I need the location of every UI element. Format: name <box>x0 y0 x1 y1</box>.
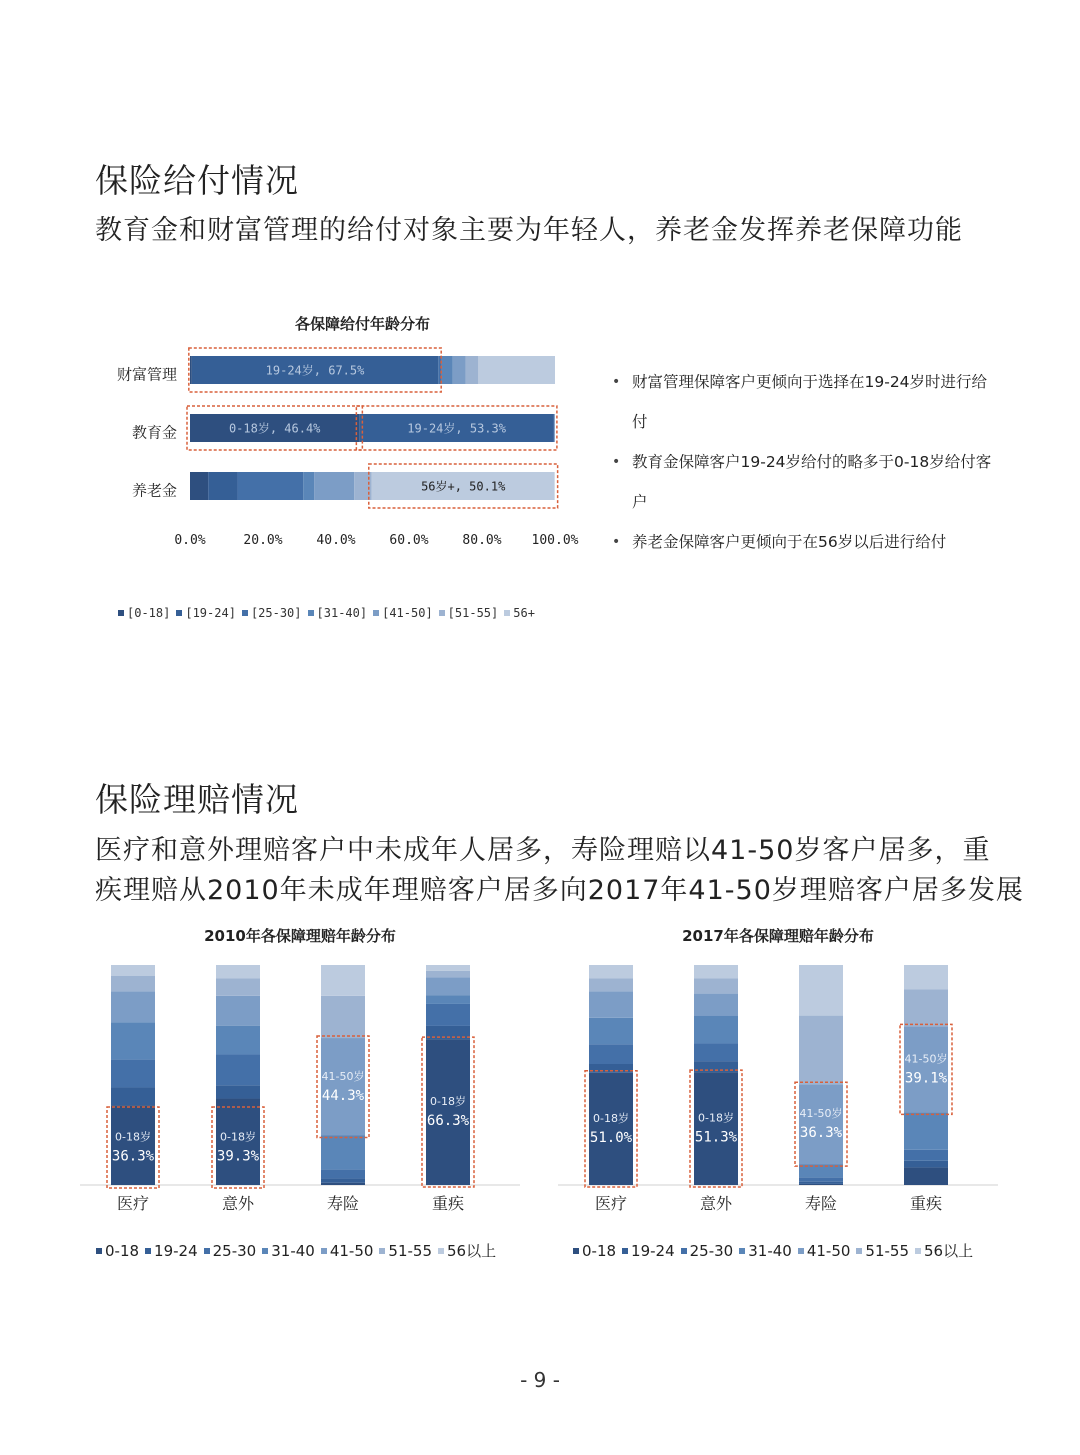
legend-item <box>439 606 499 620</box>
bar-segment <box>694 978 738 993</box>
chart3-legend <box>573 1240 979 1261</box>
bar-segment <box>237 472 303 500</box>
section1-title: 保险给付情况 <box>95 161 299 200</box>
data-label-age: 41-50岁 <box>799 1107 843 1121</box>
bar-segment <box>904 1150 948 1161</box>
category-label: 养老金 <box>131 481 177 500</box>
bar-segment <box>799 1084 843 1164</box>
data-label-value: 66.3% <box>426 1113 470 1130</box>
bar-segment <box>799 1177 843 1181</box>
legend-label: 51-55 <box>865 1241 910 1260</box>
bar-segment <box>216 1026 260 1055</box>
legend-swatch <box>622 1248 628 1254</box>
data-label-age: 41-50岁 <box>904 1052 948 1066</box>
data-label: 56岁+, 50.1% <box>421 479 506 494</box>
legend-label: 19-24 <box>631 1241 675 1260</box>
bar-segment <box>321 996 365 1038</box>
data-label: 0-18岁, 46.4% <box>228 421 321 436</box>
legend-swatch <box>856 1248 862 1254</box>
legend-label: 56以上 <box>924 1242 974 1260</box>
chart1-title: 各保障给付年龄分布 <box>294 315 430 333</box>
legend-label: [31-40] <box>316 606 368 620</box>
bar-segment <box>904 1167 948 1185</box>
legend-label: 25-30 <box>689 1241 734 1260</box>
legend-swatch <box>373 610 379 616</box>
legend-label: 25-30 <box>212 1241 257 1260</box>
bullet-item: • 教育金保障客户19-24岁给付的略多于0-18岁给付客户 <box>612 442 992 522</box>
bar-segment <box>426 978 470 996</box>
bar-segment <box>216 1085 260 1098</box>
bar-segment <box>466 356 479 384</box>
legend-label: [25-30] <box>250 606 302 620</box>
legend-swatch <box>242 610 248 616</box>
chart2-legend <box>96 1240 502 1261</box>
data-label-value: 36.3% <box>111 1148 155 1165</box>
category-label: 寿险 <box>804 1194 838 1213</box>
legend-item <box>438 1240 496 1261</box>
category-label: 意外 <box>221 1194 255 1213</box>
legend-swatch <box>96 1248 102 1254</box>
bar-segment <box>904 1112 948 1149</box>
legend-swatch <box>176 610 182 616</box>
legend-item <box>204 1242 257 1260</box>
category-label: 意外 <box>699 1194 733 1213</box>
legend-item <box>145 1242 198 1260</box>
category-label: 财富管理 <box>116 365 177 384</box>
bar-segment <box>904 1026 948 1112</box>
legend-swatch <box>438 1248 444 1254</box>
bar-segment <box>321 1038 365 1135</box>
data-label-value: 51.0% <box>589 1129 633 1146</box>
legend-label: 51-55 <box>388 1241 433 1260</box>
data-label-age: 0-18岁 <box>430 1095 466 1109</box>
data-label: 19-24岁, 53.3% <box>407 421 506 436</box>
legend-label: 41-50 <box>329 1241 374 1260</box>
bar-segment <box>453 356 466 384</box>
bar-segment <box>321 965 365 996</box>
bar-segment <box>208 472 237 500</box>
category-label: 教育金 <box>131 423 177 442</box>
legend-swatch <box>739 1248 745 1254</box>
legend-swatch <box>118 610 124 616</box>
chart3-vertical-stacked-bar <box>558 955 998 1225</box>
bar-segment <box>321 1170 365 1179</box>
chart3-title: 2017年各保障理赔年龄分布 <box>682 927 874 945</box>
legend-label: 0-18 <box>582 1241 617 1260</box>
bar-segment <box>694 1016 738 1044</box>
bar-segment <box>321 1136 365 1170</box>
x-tick-label: 0.0% <box>174 533 206 548</box>
data-label-age: 0-18岁 <box>593 1111 629 1125</box>
legend-item <box>96 1242 139 1260</box>
bar-segment <box>589 1018 633 1044</box>
bar-segment <box>589 1073 633 1185</box>
bar-segment <box>111 965 155 976</box>
legend-label: 56以上 <box>447 1242 497 1260</box>
legend-swatch <box>262 1248 268 1254</box>
data-label-value: 39.3% <box>216 1148 260 1165</box>
legend-item <box>118 606 170 620</box>
data-label-age: 0-18岁 <box>115 1130 151 1144</box>
bullet-item: • 财富管理保障客户更倾向于选择在19-24岁时进行给付 <box>612 362 992 442</box>
legend-label: 19-24 <box>154 1241 198 1260</box>
bar-segment <box>111 991 155 1022</box>
data-label-value: 39.1% <box>904 1070 948 1087</box>
bar-segment <box>111 1022 155 1059</box>
bar-segment <box>589 978 633 991</box>
category-label: 重疾 <box>431 1194 465 1213</box>
legend-label: [41-50] <box>382 606 433 620</box>
bar-segment <box>589 1044 633 1064</box>
legend-swatch <box>204 1248 210 1254</box>
bar-segment <box>321 1183 365 1185</box>
bar-segment <box>216 1055 260 1086</box>
chart1-legend <box>118 606 541 620</box>
category-label: 重疾 <box>909 1194 943 1213</box>
section2-subtitle-line1: 医疗和意外理赔客户中未成年人居多，寿险理赔以41-50岁客户居多，重 <box>95 835 991 866</box>
bar-segment <box>190 356 192 384</box>
page-number: - 9 - <box>520 1368 560 1392</box>
data-label-age: 41-50岁 <box>321 1069 365 1083</box>
data-label-age: 0-18岁 <box>698 1111 734 1125</box>
bar-segment <box>694 1044 738 1062</box>
section1-subtitle: 教育金和财富管理的给付对象主要为年轻人，养老金发挥养老保障功能 <box>95 215 963 246</box>
legend-swatch <box>439 610 445 616</box>
x-tick-label: 100.0% <box>531 533 579 548</box>
bar-segment <box>438 356 442 384</box>
bar-segment <box>111 1105 155 1185</box>
bar-segment <box>426 971 470 978</box>
bar-segment <box>694 994 738 1016</box>
bar-segment <box>216 996 260 1026</box>
legend-swatch <box>321 1248 327 1254</box>
bar-segment <box>111 976 155 991</box>
category-label: 寿险 <box>326 1194 360 1213</box>
legend-label: 41-50 <box>806 1241 851 1260</box>
data-label-age: 0-18岁 <box>220 1130 256 1144</box>
bar-segment <box>426 1004 470 1026</box>
x-tick-label: 20.0% <box>243 533 283 548</box>
legend-item <box>504 606 535 620</box>
x-tick-label: 60.0% <box>389 533 429 548</box>
bar-segment <box>478 356 555 384</box>
bar-segment <box>111 1060 155 1088</box>
chart1-horizontal-stacked-bar <box>0 340 600 570</box>
section2-subtitle-line2: 疾理赔从2010年未成年理赔客户居多向2017年41-50岁理赔客户居多发展 <box>95 875 1024 906</box>
chart2-vertical-stacked-bar <box>80 955 520 1225</box>
legend-swatch <box>915 1248 921 1254</box>
bar-segment <box>216 965 260 978</box>
bar-segment <box>303 472 314 500</box>
legend-label: [51-55] <box>447 606 499 620</box>
legend-item <box>308 606 368 620</box>
x-tick-label: 80.0% <box>462 533 502 548</box>
legend-swatch <box>681 1248 687 1254</box>
legend-label: 0-18 <box>105 1241 140 1260</box>
bar-segment <box>904 1161 948 1168</box>
legend-label: 56+ <box>513 606 535 620</box>
bar-segment <box>799 965 843 1016</box>
bar-segment <box>354 472 372 500</box>
bar-segment <box>904 965 948 989</box>
bullet-list <box>612 362 992 562</box>
section2-title: 保险理赔情况 <box>95 780 299 819</box>
bar-segment <box>321 1178 365 1182</box>
bar-segment <box>694 965 738 978</box>
bar-segment <box>314 472 354 500</box>
legend-swatch <box>379 1248 385 1254</box>
bar-segment <box>589 991 633 1017</box>
legend-label: [0-18] <box>127 606 171 620</box>
legend-swatch <box>308 610 314 616</box>
bar-segment <box>799 1182 843 1184</box>
category-label: 医疗 <box>116 1194 150 1213</box>
legend-item <box>739 1242 792 1260</box>
legend-item <box>622 1242 675 1260</box>
bullet-item: • 养老金保障客户更倾向于在56岁以后进行给付 <box>612 522 992 562</box>
legend-label: 31-40 <box>748 1241 792 1260</box>
bar-segment <box>694 1072 738 1185</box>
legend-item <box>856 1242 909 1260</box>
data-label-value: 51.3% <box>694 1129 738 1146</box>
legend-item <box>373 606 433 620</box>
bar-segment <box>111 1088 155 1106</box>
data-label-value: 44.3% <box>321 1087 365 1104</box>
bar-segment <box>442 356 453 384</box>
data-label-value: 36.3% <box>799 1125 843 1142</box>
legend-item <box>681 1242 734 1260</box>
chart2-title: 2010年各保障理赔年龄分布 <box>204 927 396 945</box>
legend-swatch <box>573 1248 579 1254</box>
bar-segment <box>799 1184 843 1185</box>
legend-item <box>262 1242 315 1260</box>
legend-item <box>573 1242 616 1260</box>
legend-item <box>915 1240 973 1261</box>
legend-item <box>379 1242 432 1260</box>
bar-segment <box>216 978 260 996</box>
bar-segment <box>426 1039 470 1185</box>
x-tick-label: 40.0% <box>316 533 356 548</box>
legend-swatch <box>504 610 510 616</box>
category-label: 医疗 <box>594 1194 628 1213</box>
legend-item <box>242 606 302 620</box>
legend-label: 31-40 <box>271 1241 315 1260</box>
bar-segment <box>589 965 633 978</box>
bar-segment <box>190 472 208 500</box>
legend-swatch <box>798 1248 804 1254</box>
bar-segment <box>904 989 948 1026</box>
bar-segment <box>799 1016 843 1085</box>
legend-swatch <box>145 1248 151 1254</box>
bar-segment <box>426 965 470 971</box>
legend-item <box>321 1242 374 1260</box>
legend-label: [19-24] <box>185 606 236 620</box>
legend-item <box>798 1242 851 1260</box>
bar-segment <box>426 995 470 1004</box>
legend-item <box>176 606 236 620</box>
data-label: 19-24岁, 67.5% <box>265 363 365 378</box>
